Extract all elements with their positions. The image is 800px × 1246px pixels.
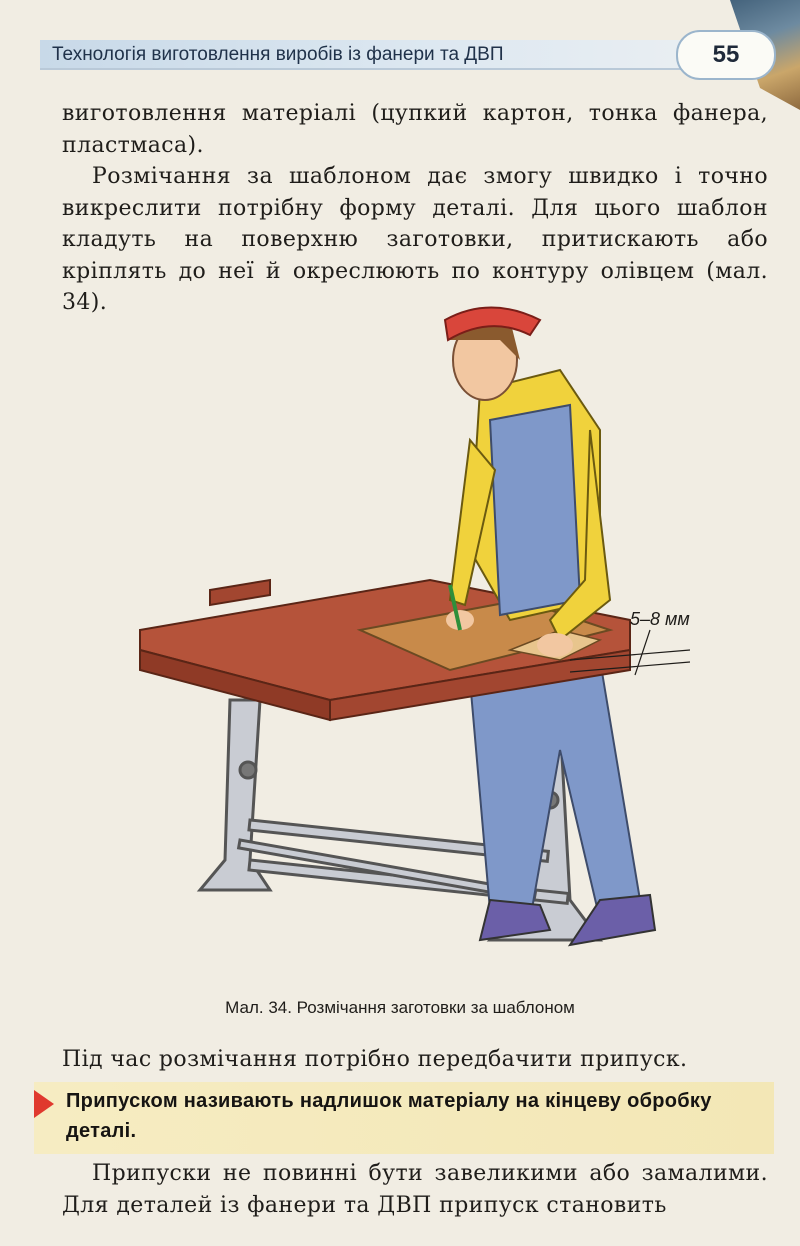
illustration-marking-by-template: [130, 300, 690, 990]
student-torso: [446, 370, 610, 657]
definition-text: Припуском називають надлишок матеріалу на кінцеву обробку деталі.: [66, 1090, 712, 1142]
paragraph-4: Припуски не повинні бути завеликими або замалими. Для деталей із фанери та ДВП припуск становить: [62, 1161, 768, 1218]
paragraph-2: Розмічання за шаблоном дає змогу швидко і точно викреслити потрібну форму деталі. Для цього шаблон кладуть на поверхню заготовки, притискають або кріплять до неї й окреслюють по контуру олівцем (мал. 34).: [62, 164, 768, 315]
paragraph-1: виготовлення матеріалі (цупкий картон, тонка фанера, пластмаса).: [62, 101, 768, 158]
definition-marker-icon: [34, 1090, 54, 1118]
dimension-label: 5–8 мм: [630, 609, 690, 629]
running-header-title: Технологія виготовлення виробів із фанери та ДВП: [52, 44, 504, 65]
figure-caption: Мал. 34. Розмічання заготовки за шаблоном: [225, 998, 575, 1017]
paragraph-3: Під час розмічання потрібно передбачити припуск.: [62, 1047, 688, 1072]
page-number: 55: [676, 30, 776, 80]
